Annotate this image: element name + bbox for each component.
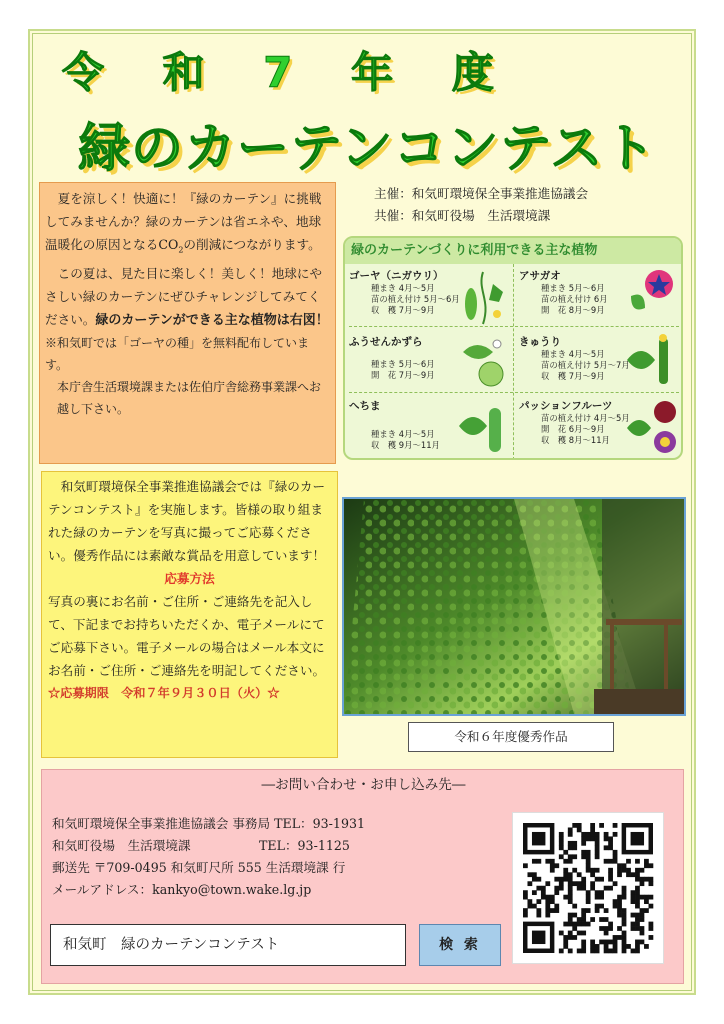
organizer: 主催：和気町環境保全事業推進協議会 — [374, 186, 589, 201]
green-curtain-photo-image — [344, 499, 684, 714]
contest-body — [48, 475, 331, 567]
how-to-apply-title: 応募方法 — [164, 571, 215, 586]
search-input[interactable]: 和気町 緑のカーテンコンテスト — [50, 924, 406, 966]
qr-code-icon[interactable] — [512, 812, 664, 964]
plant-name: アサガオ — [519, 270, 561, 282]
cosponsor: 共催：和気町役場 生活環境課 — [374, 208, 551, 223]
contact-box — [41, 769, 684, 984]
intro-note-2: 本庁舎生活環境課または佐伯庁舎総務事業課へお越し下さい。 — [57, 379, 322, 416]
plants-grid — [345, 264, 681, 460]
plant-info: 種まき 5月～6月 開 花 7月～9月 — [371, 359, 435, 380]
winning-photo — [342, 497, 686, 716]
contact-line-2-office: 和気町役場 生活環境課 — [52, 838, 191, 853]
contact-heading: ―お問い合わせ・お申し込み先― — [261, 777, 466, 793]
deadline: ☆応募期限 令和７年９月３０日（火）☆ — [48, 686, 280, 700]
hosts — [374, 183, 588, 227]
intro-paragraph-2 — [45, 262, 330, 332]
contact-line-3: 郵送先 〒709-0495 和気町尺所 555 生活環境課 行 — [52, 860, 346, 875]
title-main: 緑のカーテンコンテスト — [78, 119, 657, 179]
intro-text-1-end: の削減につながります。 — [183, 237, 321, 252]
plant-info: 苗の植え付け 4月～5月 開 花 6月～9月 収 穫 8月～11月 — [541, 413, 630, 445]
contact-line-2-tel: TEL：93-1125 — [259, 838, 350, 853]
how-to-apply-body: 写真の裏にお名前・ご住所・ご連絡先を記入して、下記までお持ちいただくか、電子メールにてご応募下さい。電子メールの場合はメール本文にお名前・ご住所・ご連絡先を明記してください。 — [48, 594, 326, 678]
co2-text: CO — [158, 237, 179, 252]
photo-caption: 令和６年度優秀作品 — [408, 722, 614, 752]
plant-info: 種まき 4月～5月 収 穫 9月～11月 — [371, 429, 440, 450]
plants-panel — [343, 236, 683, 460]
search-button[interactable]: 検 索 — [419, 924, 501, 966]
plant-info: 種まき 4月～5月 苗の植え付け 5月～6月 収 穫 7月～9月 — [371, 283, 460, 315]
contact-line-1: 和気町環境保全事業推進協議会 事務局 TEL：93-1931 — [52, 816, 365, 831]
contact-lines — [52, 813, 365, 901]
passion-fruit-icon — [625, 398, 679, 458]
intro-text-1: 夏を涼しく！快適に！『緑のカーテン』に挑戦してみませんか？緑のカーテンは省エネや、地球温暖化の原因となる — [45, 191, 322, 252]
plant-info: 種まき 4月～5月 苗の植え付け 5月～7月 収 穫 7月～9月 — [541, 349, 630, 381]
plant-name: きゅうり — [519, 336, 561, 348]
intro-highlight: 緑のカーテンができる主な植物は右図！ — [95, 312, 329, 328]
cucumber-icon — [623, 330, 679, 392]
morning-glory-icon — [621, 266, 679, 324]
contact-line-4: メールアドレス：kankyo@town.wake.lg.jp — [52, 882, 312, 897]
co2-subscript: 2 — [178, 245, 184, 255]
intro-paragraph-1 — [45, 187, 330, 262]
intro-note-1: ※和気町では「ゴーヤの種」を無料配布しています。 — [45, 335, 310, 372]
plant-name: パッションフルーツ — [519, 400, 613, 412]
contest-body-text: 和気町環境保全事業推進協議会では『緑のカーテンコンテスト』を実施します。皆様の取り組まれた緑のカーテンを写真に撮ってご応募ください。優秀作品には素敵な賞品を用意しています！ — [48, 479, 326, 563]
contest-box — [41, 471, 338, 758]
intro-text-2: この夏は、見た目に楽しく！美しく！地球にやさしい緑のカーテンにぜひチャレンジしてみてください。 — [45, 265, 323, 327]
title-year: 令 和 7 年 度 — [62, 48, 516, 97]
contact-line-2 — [52, 835, 365, 857]
loofah-icon — [455, 396, 511, 458]
plants-divider-2 — [349, 392, 679, 393]
plant-name: ふうせんかずら — [349, 336, 423, 348]
plant-info: 種まき 5月～6月 苗の植え付け 6月 開 花 8月～9月 — [541, 283, 608, 315]
plant-name: へちま — [349, 400, 381, 412]
balloon-vine-icon — [457, 332, 509, 390]
plants-heading: 緑のカーテンづくりに利用できる主な植物 — [345, 238, 681, 264]
intro-box — [39, 182, 336, 464]
plant-name: ゴーヤ（ニガウリ） — [349, 270, 444, 282]
goya-plant-icon — [457, 270, 509, 326]
qr-code-graphic — [513, 813, 663, 963]
plants-divider-1 — [349, 326, 679, 327]
